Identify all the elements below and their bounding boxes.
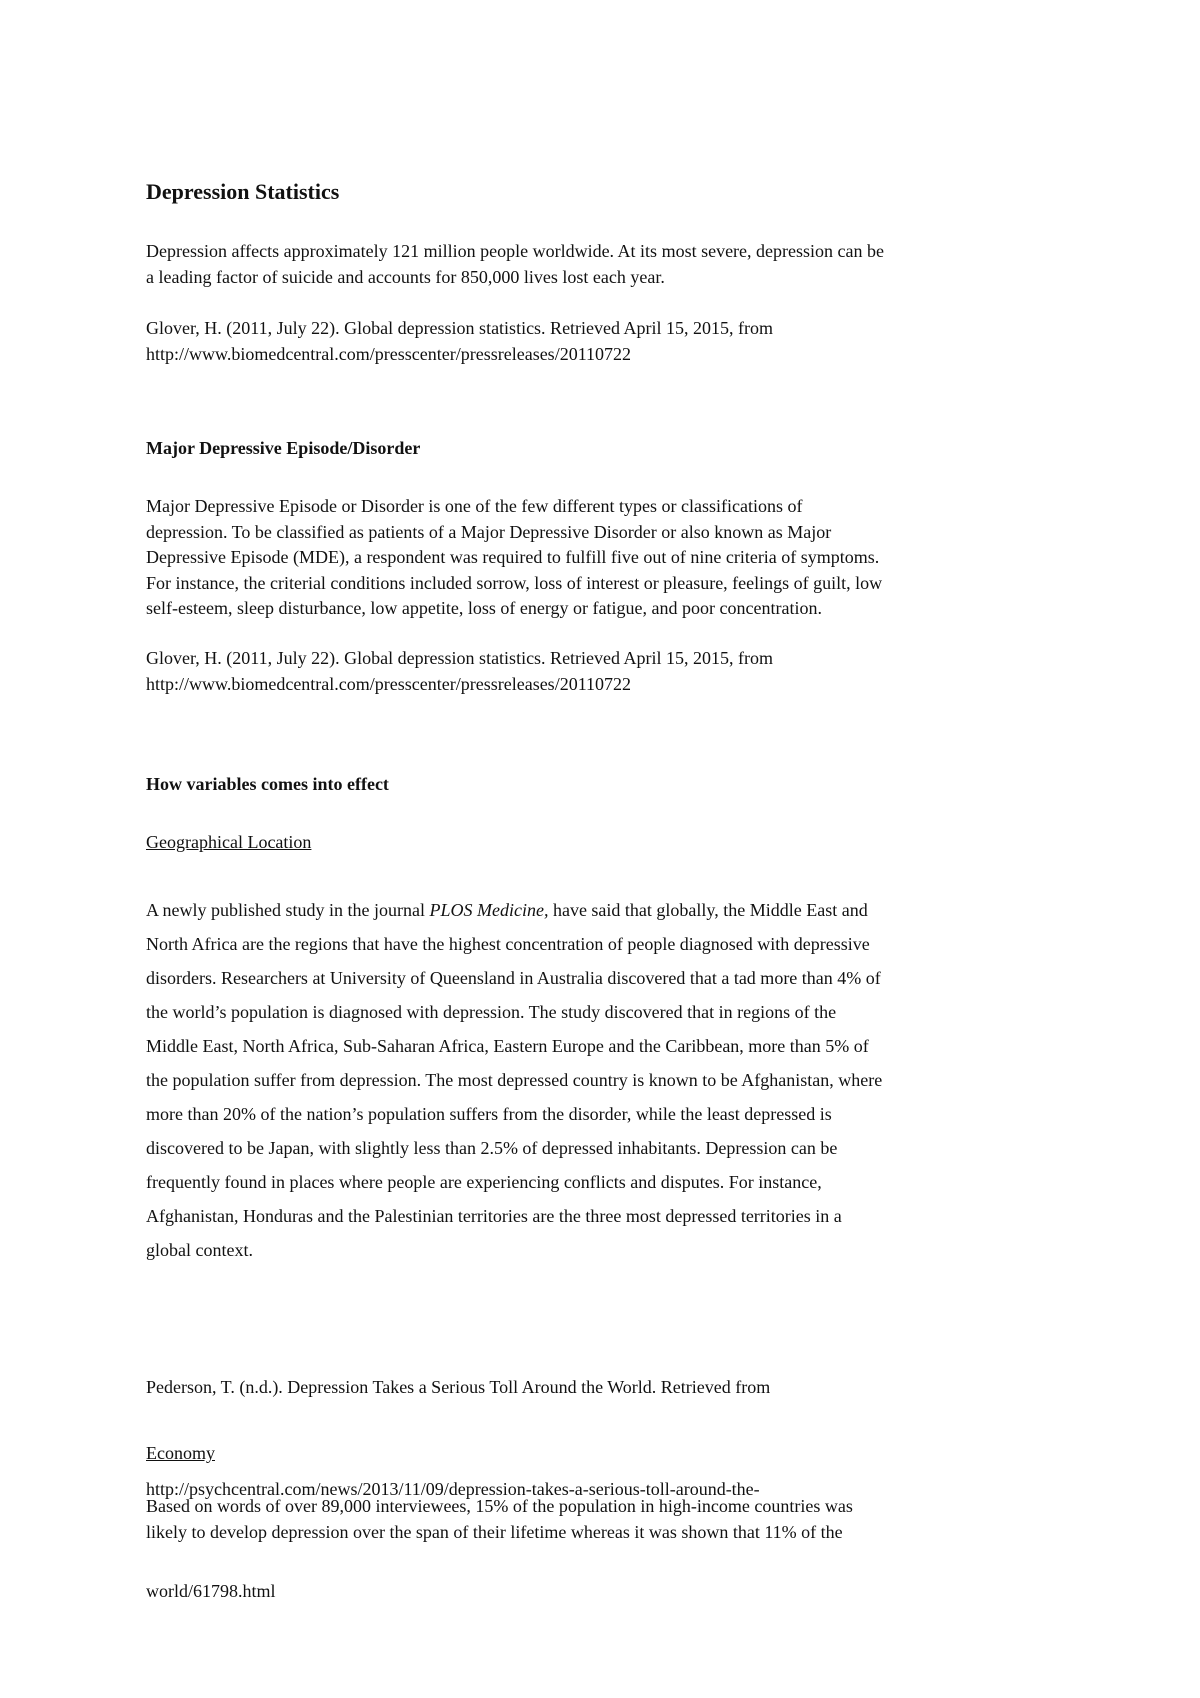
intro-line: a leading factor of suicide and accounts for 850,000 lives lost each year. — [146, 266, 665, 287]
section-heading-text: Major Depressive Episode/Disorder — [146, 438, 421, 458]
mde-line: Major Depressive Episode or Disorder is one of the few different types or classifications of — [146, 496, 803, 516]
geo-line: global context. — [146, 1240, 253, 1260]
subheading-text: Geographical Location — [146, 832, 312, 852]
geo-paragraph — [146, 893, 1076, 1267]
citation-pederson — [146, 1302, 1076, 1676]
mde-line: self-esteem, sleep disturbance, low appetite, loss of energy or fatigue, and poor concentration. — [146, 598, 822, 618]
citation-url: http://www.biomedcentral.com/presscenter/pressreleases/20110722 — [146, 343, 632, 364]
geo-line: the population suffer from depression. The most depressed country is known to be Afghanistan, where — [146, 1070, 883, 1090]
mde-line: For instance, the criterial conditions included sorrow, loss of interest or pleasure, feelings of guilt, low — [146, 572, 883, 593]
geo-line: disorders. Researchers at University of Queensland in Australia discovered that a tad more than 4% of — [146, 968, 881, 988]
geo-line: Middle East, North Africa, Sub-Saharan Africa, Eastern Europe and the Caribbean, more than 5% of — [146, 1036, 869, 1056]
geo-line: frequently found in places where people are experiencing conflicts and disputes. For instance, — [146, 1172, 822, 1192]
geo-line: more than 20% of the nation’s population suffers from the disorder, while the least depressed is — [146, 1104, 832, 1124]
citation-line: Glover, H. (2011, July 22). Global depression statistics. Retrieved April 15, 2015, from — [146, 648, 774, 668]
intro-paragraph — [146, 239, 1076, 290]
intro-line: Depression affects approximately 121 million people worldwide. At its most severe, depression can be — [146, 241, 884, 261]
citation-line: Glover, H. (2011, July 22). Global depression statistics. Retrieved April 15, 2015, from — [146, 318, 774, 338]
mde-line: Depressive Episode (MDE), a respondent was required to fulfill five out of nine criteria of symptoms. — [146, 547, 880, 567]
document-title: Depression Statistics — [146, 179, 340, 204]
citation-glover-2 — [146, 646, 1076, 697]
section-heading-text: How variables comes into effect — [146, 774, 389, 794]
geo-line: Afghanistan, Honduras and the Palestinian territories are the three most depressed territories in a — [146, 1206, 842, 1226]
geo-text: have said that globally, the Middle East and — [548, 900, 868, 920]
journal-name: PLOS Medicine, — [429, 900, 549, 920]
subheading-geographical-location — [146, 830, 1076, 854]
geo-line: the world’s population is diagnosed with depression. The study discovered that in regions of the — [146, 1002, 837, 1022]
citation-glover-1 — [146, 316, 1076, 367]
geo-line: North Africa are the regions that have the highest concentration of people diagnosed with depressive — [146, 934, 870, 954]
mde-line: depression. To be classified as patients of a Major Depressive Disorder or also known as Major — [146, 521, 832, 542]
citation-url: http://www.biomedcentral.com/presscenter/pressreleases/20110722 — [146, 673, 632, 694]
document-title-block — [146, 178, 1076, 206]
subheading-text: Economy — [146, 1443, 215, 1463]
subheading-economy — [146, 1441, 1076, 1465]
citation-url: world/61798.html — [146, 1581, 276, 1601]
mde-paragraph — [146, 494, 1076, 622]
citation-line: Pederson, T. (n.d.). Depression Takes a Serious Toll Around the World. Retrieved from — [146, 1377, 771, 1397]
economy-line: Based on words of over 89,000 interviewees, 15% of the population in high-income countries was — [146, 1496, 853, 1516]
geo-line: discovered to be Japan, with slightly less than 2.5% of depressed inhabitants. Depression can be — [146, 1138, 838, 1158]
economy-line: likely to develop depression over the span of their lifetime whereas it was shown that 11% of the — [146, 1521, 843, 1542]
section-heading-variables — [146, 772, 1076, 796]
economy-paragraph — [146, 1494, 1076, 1545]
geo-line-first — [146, 893, 1076, 927]
geo-text: A newly published study in the journal — [146, 900, 430, 920]
section-heading-mde — [146, 436, 1076, 460]
citation-url: http://psychcentral.com/news/2013/11/09/depression-takes-a-serious-toll-around-the- — [146, 1479, 760, 1499]
